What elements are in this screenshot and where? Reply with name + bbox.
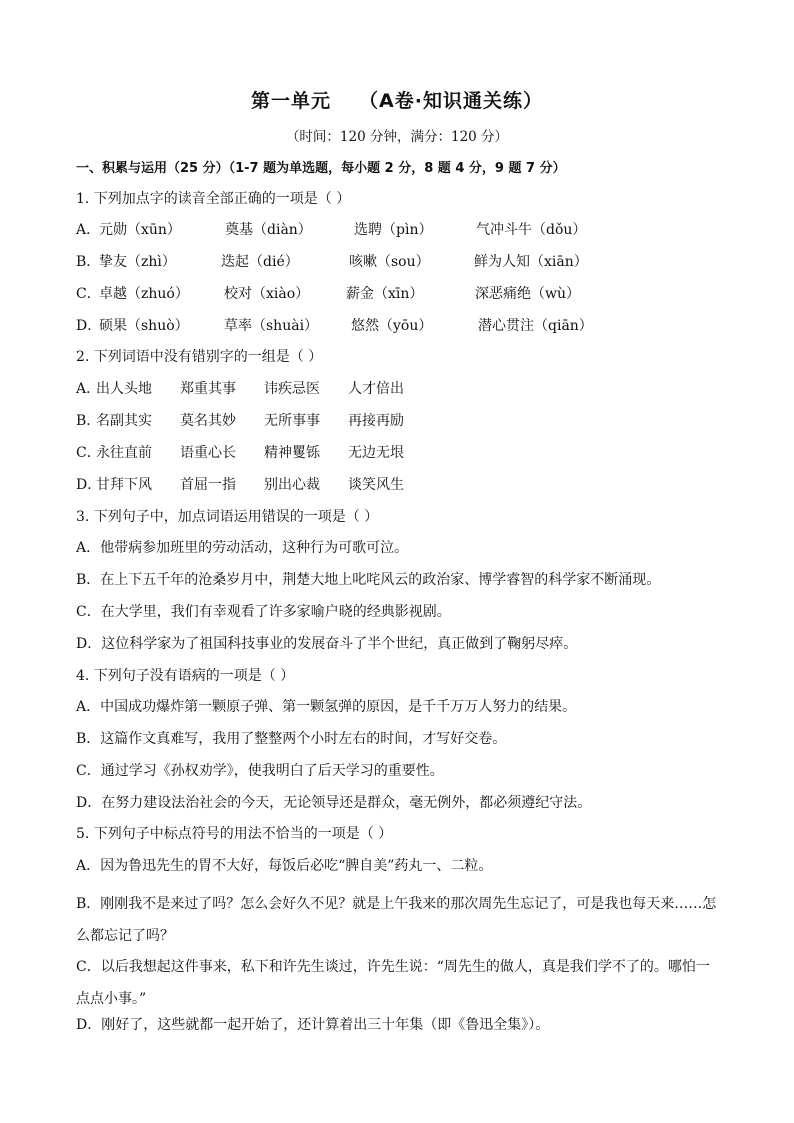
question-3-option-d: D．这位科学家为了祖国科技事业的发展奋斗了半个世纪，真正做到了鞠躬尽瘁。 (76, 636, 578, 652)
question-3-option-a: A．他带病参加班里的劳动活动，这种行为可歌可泣。 (76, 540, 409, 556)
option-item: 莫名其妙 (180, 413, 236, 429)
option-item: 校对（xiào） (224, 286, 310, 302)
section-heading: 一、积累与运用（25 分）（1-7 题为单选题，每小题 2 分，8 题 4 分，9 题 7 分） (76, 161, 566, 176)
option-item: 无所事事 (264, 413, 320, 429)
option-item: 咳嗽（sou） (349, 254, 430, 270)
option-item: 薪金（xīn） (346, 286, 424, 302)
option-label: A． (76, 222, 101, 238)
option-item: 悠然（yōu） (351, 318, 433, 334)
question-5-option-a: A．因为鲁迅先生的胃不大好，每饭后必吃“脾自美”药丸一、二粒。 (76, 858, 493, 874)
option-label: B． (76, 413, 101, 429)
option-item: 名副其实 (96, 413, 152, 429)
question-3-option-c: C．在大学里，我们有幸观看了许多家喻户晓的经典影视剧。 (76, 604, 451, 620)
option-item: 出人头地 (96, 381, 152, 397)
question-5-option-c: C．以后我想起这件事来，私下和许先生谈过，许先生说：“周先生的做人，真是我们学不了的。哪怕一点点小事。” (76, 959, 710, 1007)
option-item: 元勋（xūn） (99, 222, 181, 238)
option-item: 草率（shuài） (224, 318, 319, 334)
option-item: 人才倍出 (348, 381, 404, 397)
question-2-stem: 2. 下列词语中没有错别字的一组是（ ） (76, 349, 323, 365)
question-5-option-b: B．刚刚我不是来过了吗？怎么会好久不见？就是上午我来的那次周先生忘记了，可是我也每天来……怎么都忘记了吗？ (76, 896, 717, 944)
option-item: 甘拜下风 (96, 477, 152, 493)
option-label: A． (76, 381, 101, 397)
question-3-option-b: B．在上下五千年的沧桑岁月中，荆楚大地上叱咤风云的政治家、博学睿智的科学家不断涌现。 (76, 572, 661, 588)
option-item: 永往直前 (96, 445, 152, 461)
option-item: 首屈一指 (180, 477, 236, 493)
option-item: 别出心裁 (264, 477, 320, 493)
option-item: 讳疾忌医 (264, 381, 320, 397)
option-item: 郑重其事 (180, 381, 236, 397)
option-item: 选聘（pìn） (354, 222, 433, 238)
option-item: 挚友（zhì） (99, 254, 176, 270)
option-item: 卓越（zhuó） (99, 286, 189, 302)
option-label: C． (76, 445, 101, 461)
option-item: 谈笑风生 (348, 477, 404, 493)
question-4-option-a: A．中国成功爆炸第一颗原子弹、第一颗氢弹的原因，是千千万万人努力的结果。 (76, 699, 577, 715)
question-4-stem: 4. 下列句子没有语病的一项是（ ） (76, 668, 295, 684)
exam-info: （时间：120 分钟，满分：120 分） (285, 129, 509, 145)
question-3-stem: 3. 下列句子中，加点词语运用错误的一项是（ ） (76, 509, 379, 525)
option-item: 硕果（shuò） (99, 318, 189, 334)
option-label: C． (76, 286, 101, 302)
option-item: 精神矍铄 (264, 445, 320, 461)
option-item: 再接再励 (348, 413, 404, 429)
question-5-option-d: D．刚好了，这些就都一起开始了，还计算着出三十年集（即《鲁迅全集》）。 (76, 1017, 550, 1033)
title-main: 第一单元 (251, 90, 332, 112)
option-label: B． (76, 254, 101, 270)
option-label: D． (76, 318, 102, 334)
question-4-option-d: D．在努力建设法治社会的今天，无论领导还是群众，毫无例外，都必须遵纪守法。 (76, 795, 592, 811)
option-item: 迭起（dié） (221, 254, 299, 270)
option-label: D． (76, 477, 102, 493)
option-item: 潜心贯注（qiān） (478, 318, 593, 334)
question-5-stem: 5. 下列句子中标点符号的用法不恰当的一项是（ ） (76, 826, 393, 842)
option-item: 奠基（diàn） (225, 222, 312, 238)
option-item: 气冲斗牛（dǒu） (476, 222, 587, 238)
question-4-option-b: B．这篇作文真难写，我用了整整两个小时左右的时间，才写好交卷。 (76, 731, 507, 747)
option-item: 语重心长 (180, 445, 236, 461)
option-item: 鲜为人知（xiān） (474, 254, 588, 270)
question-1-stem: 1. 下列加点字的读音全部正确的一项是（ ） (76, 191, 351, 207)
option-item: 无边无垠 (348, 445, 404, 461)
option-item: 深恶痛绝（wù） (475, 286, 580, 302)
title-paren: （A卷·知识通关练） (359, 90, 543, 112)
question-4-option-c: C．通过学习《孙权劝学》，使我明白了后天学习的重要性。 (76, 763, 444, 779)
page-title (0, 86, 794, 113)
